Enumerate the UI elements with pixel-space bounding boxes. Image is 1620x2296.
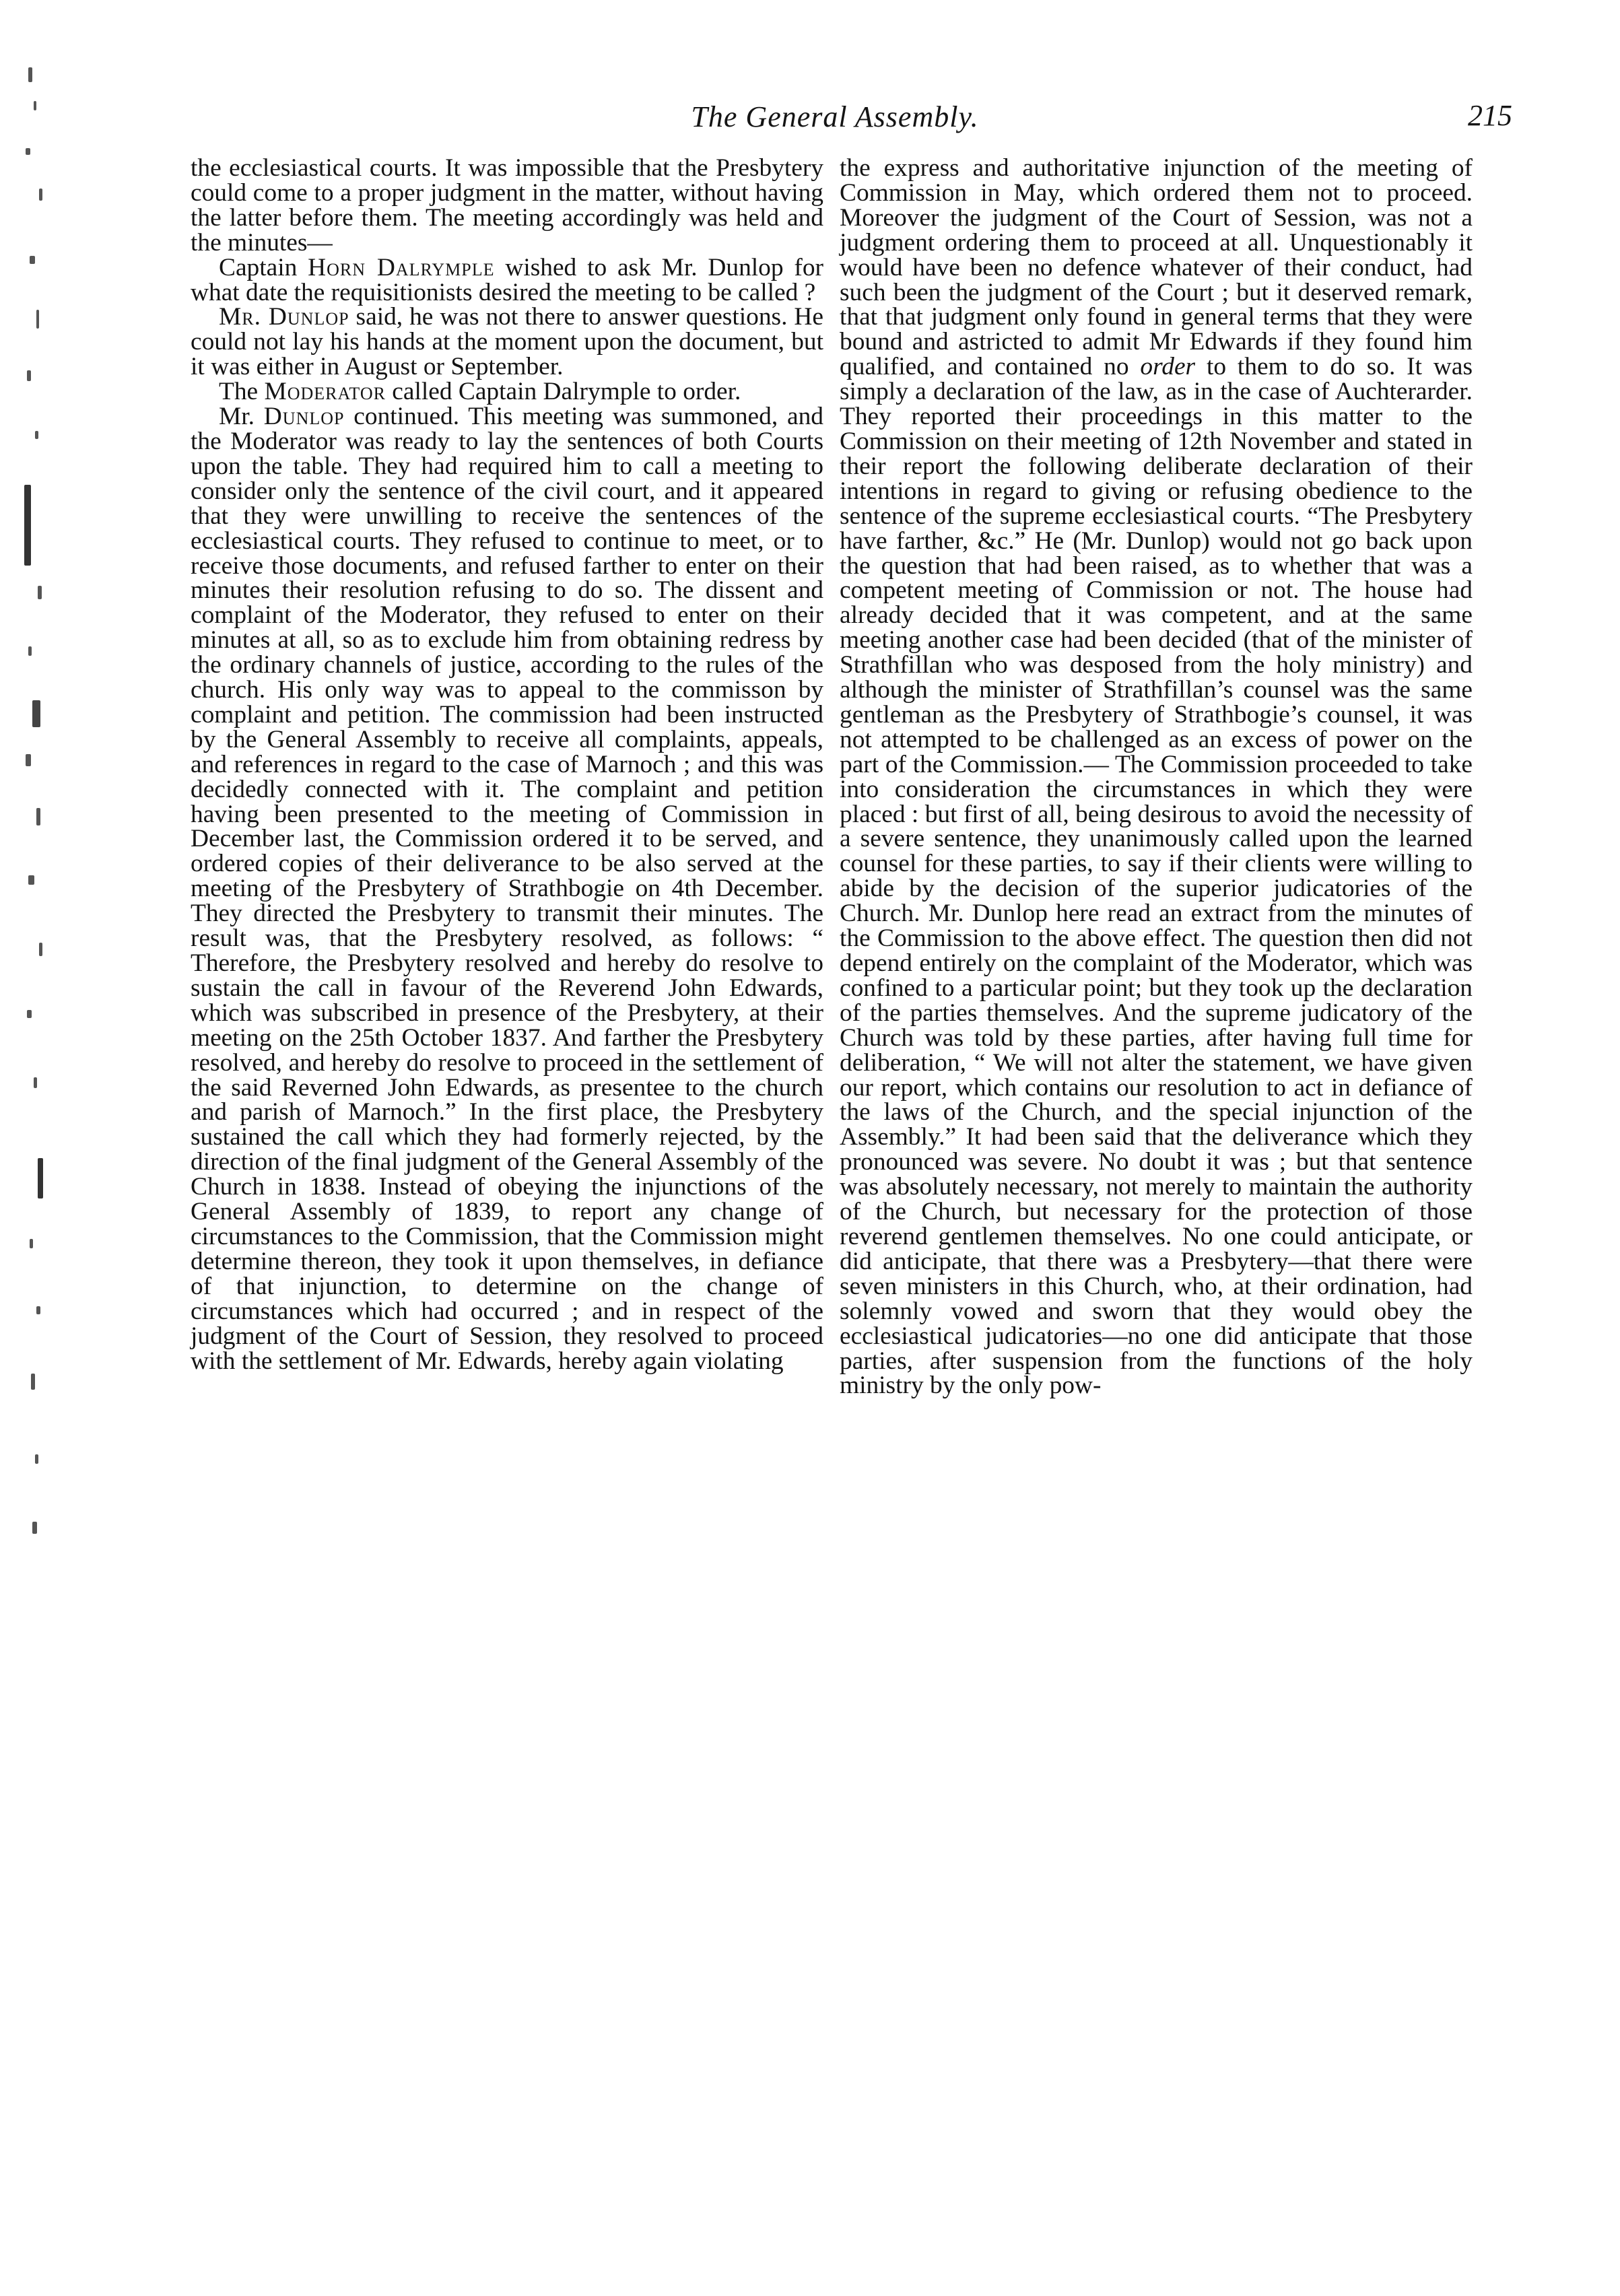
paragraph-dunlop-continued <box>191 405 823 1374</box>
paragraph-text: said, he was not there to answer questions. He could not lay his hands at the moment upon the document, but it was either in August or September. <box>191 303 823 381</box>
speaker-name: Dunlop <box>263 403 345 431</box>
page-number: 215 <box>1468 99 1512 132</box>
speaker-name: Moderator <box>264 378 386 406</box>
paragraph-lead: The <box>219 378 265 406</box>
paragraph-text: wished to ask Mr. Dunlop for what date the requisitionists desired the meeting to be called ? <box>191 253 823 306</box>
scan-gutter-noise <box>19 54 66 1602</box>
right-column <box>840 156 1473 1398</box>
paragraph-moderator <box>191 380 823 405</box>
paragraph-lead: Captain <box>219 253 308 281</box>
paragraph-text: continued. This meeting was summoned, and the Moderator was ready to lay the sentences of both Courts upon the table. They had required him to call a meeting to consider only the sentence of the civil court, and it appeared that they were unwilling to receive the sentences of the ecclesiastical courts. They refused to continue to meet, or to receive those documents, and refused farther to enter on their minutes their resolution refusing to do so. The dissent and complaint of the Moderator, they refused to enter on their minutes at all, so as to exclude him from obtaining redress by the ordinary channels of justice, according to the rules of the church. His only way was to appeal to the commisson by complaint and petition. The commission had been instructed by the General Assembly to receive all complaints, appeals, and references in regard to the case of Marnoch ; and this was decidedly connected with it. The complaint and petition having been presented to the meeting of Commission in December last, the Commission ordered it to be served, and ordered copies of their deliverance to be also served at the meeting of the Presbytery of Strathbogie on 4th December. They directed the Presbytery to transmit their minutes. The result was, that the Presbytery resolved, as follows: “ Therefore, the Presbytery resolved and hereby do resolve to sustain the call in favour of the Reverend John Edwards, which was subscribed in presence of the Presbytery, at their meeting on the 25th October 1837. And farther the Presbytery resolved, and hereby do resolve to proceed in the settlement of the said Reverned John Edwards, as presentee to the church and parish of Marnoch.” In the first place, the Presbytery sustained the call which they had formerly rejected, by the direction of the final judgment of the General Assembly of the Church in 1838. Instead of obeying the injunctions of the General Assembly of 1839, to report any change of circumstances to the Commission, that the Commission might determine thereon, they took it upon themselves, in defiance of that injunction, to determine on the change of circumstances which had occurred ; and in respect of the judgment of the Court of Session, they resolved to proceed with the settlement of Mr. Edwards, hereby again violating <box>191 403 823 1375</box>
paragraph-dunlop-reply <box>191 305 823 380</box>
paragraph-continuation <box>191 156 823 256</box>
running-title: The General Assembly. <box>691 100 979 133</box>
paragraph-lead: Mr. <box>219 403 264 431</box>
paragraph-continuation <box>840 156 1473 1398</box>
speaker-name: Mr. Dunlop <box>219 303 349 331</box>
paragraph-text: to them to do so. It was simply a declaration of the law, as in the case of Auchterarder. They reported their proceedings in this matter to the Commission on their meeting of 12th November and stated in their report the following deliberate declaration of their intentions in regard to giving or refusing obedience to the sentence of the supreme ecclesiastical courts. “The Presbytery have farther, &c.” He (Mr. Dunlop) would not go back upon the question that had been raised, as to whether that was a competent meeting of Commission or not. The house had already decided that it was competent, and at the same meeting another case had been decided (that of the minister of Strathfillan who was desposed from the holy ministry) and although the minister of Strathfillan’s counsel was the same gentleman as the Presbytery of Strathbogie’s counsel, it was not attempted to be challenged as an excess of power on the part of the Commission.— The Commission proceeded to take into consideration the circumstances in which they were placed : but first of all, being desirous to avoid the necessity of a severe sentence, they unanimously called upon the learned counsel for these parties, to say if their clients were willing to abide by the decision of the superior judicatories of the Church. Mr. Dunlop here read an extract from the minutes of the Commission to the above effect. The question then did not depend entirely on the complaint of the Moderator, which was confined to a particular point; but they took up the declaration of the parties themselves. And the supreme judicatory of the Church was told by these parties, after having full time for deliberation, “ We will not alter the statement, we have given our report, which contains our resolution to act in defiance of the laws of the Church, and the special injunction of the Assembly.” It had been said that the deliverance which they pronounced was severe. No doubt it was ; but that sentence was absolutely necessary, not merely to maintain the authority of the Church, but necessary for the protection of those reverend gentlemen themselves. No one could anticipate, or did anticipate, that there was a Presbytery—that there were seven ministers in this Church, who, at their ordination, had solemnly vowed and sworn that they would obey the ecclesiastical judicatories—no one did anticipate that those parties, after suspension from the functions of the holy ministry by the only pow- <box>840 353 1473 1400</box>
paragraph-text: the express and authoritative injunction of the meeting of Commission in May, which ordered them not to proceed. Moreover the judgment of the Court of Session, was not a judgment ordering them to proceed at all. Unquestionably it would have been no defence whatever of their conduct, had such been the judgment of the Court ; but it deserved remark, that that judgment only found in general terms that they were bound and astricted to admit Mr Edwards if they found him qualified, and contained no <box>840 154 1473 381</box>
speaker-name: Horn Dalrymple <box>308 253 495 281</box>
paragraph-text: the ecclesiastical courts. It was impossible that the Presbytery could come to a proper judgment in the matter, without having the latter before them. The meeting accordingly was held and the minutes— <box>191 154 823 257</box>
paragraph-text: called Captain Dalrymple to order. <box>385 378 741 406</box>
emphasis-word: order <box>1140 353 1196 381</box>
left-column <box>191 156 823 1374</box>
paragraph-dalrymple-question <box>191 253 823 306</box>
